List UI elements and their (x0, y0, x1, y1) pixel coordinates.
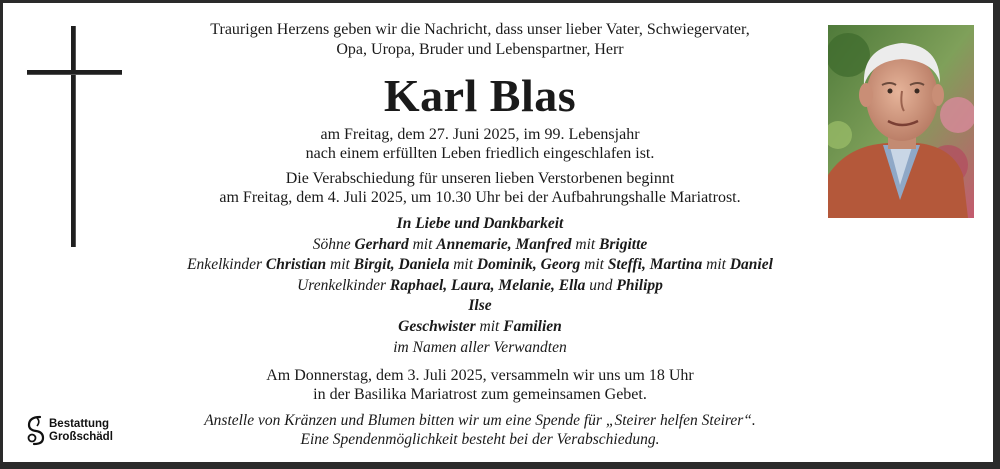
gathering-line-1: Am Donnerstag, dem 3. Juli 2025, versammeln wir uns um 18 Uhr (266, 367, 694, 384)
mourners-grandchildren: Enkelkinder Christian mit Birgit, Daniela mit Dominik, Georg mit Steffi, Martina mit Daniel (187, 256, 773, 274)
intro-line-1: Traurigen Herzens geben wir die Nachricht, dass unser lieber Vater, Schwiegervater, (210, 21, 750, 38)
mourners-siblings: Geschwister mit Familien (398, 317, 562, 335)
death-line-1: am Freitag, dem 27. Juni 2025, im 99. Lebensjahr (320, 126, 640, 143)
farewell-info (130, 169, 830, 207)
logo-line-2: Großschädl (49, 431, 113, 443)
intro-text (130, 20, 830, 60)
cross-vertical-bar (71, 26, 75, 247)
mourners-great-grandchildren: Urenkelkinder Raphael, Laura, Melanie, Ella und Philipp (297, 276, 663, 294)
gathering-info (130, 366, 830, 404)
death-info (130, 125, 830, 163)
donation-line-1: Anstelle von Kränzen und Blumen bitten wir um eine Spende für „Steirer helfen Steirer“. (204, 412, 756, 429)
funeral-home-name (49, 418, 113, 444)
gathering-line-2: in der Basilika Mariatrost zum gemeinsamen Gebet. (313, 386, 647, 403)
intro-line-2: Opa, Uropa, Bruder und Lebenspartner, Herr (336, 41, 624, 58)
farewell-line-1: Die Verabschiedung für unseren lieben Verstorbenen beginnt (285, 170, 675, 187)
mourners-partner: Ilse (468, 297, 492, 315)
logo-line-1: Bestattung (49, 418, 110, 430)
donation-info (140, 411, 820, 449)
portrait-photo (828, 25, 974, 218)
funeral-home-logo-icon (25, 414, 47, 446)
farewell-line-2: am Freitag, dem 4. Juli 2025, um 10.30 Uhr bei der Aufbahrungshalle Mariatrost. (219, 189, 741, 206)
mourners-relatives: im Namen aller Verwandten (393, 338, 567, 356)
death-line-2: nach einem erfüllten Leben friedlich eingeschlafen ist. (305, 145, 655, 162)
mourners-list (130, 214, 830, 358)
portrait-illustration (828, 25, 974, 218)
funeral-home-logo (25, 414, 135, 448)
donation-line-2: Eine Spendenmöglichkeit besteht bei der Verabschiedung. (300, 431, 660, 448)
deceased-name: Karl Blas (383, 70, 577, 121)
mourners-sons: Söhne Gerhard mit Annemarie, Manfred mit Brigitte (312, 235, 648, 253)
cross-horizontal-bar (27, 70, 122, 74)
mourners-heading: In Liebe und Dankbarkeit (396, 215, 564, 232)
